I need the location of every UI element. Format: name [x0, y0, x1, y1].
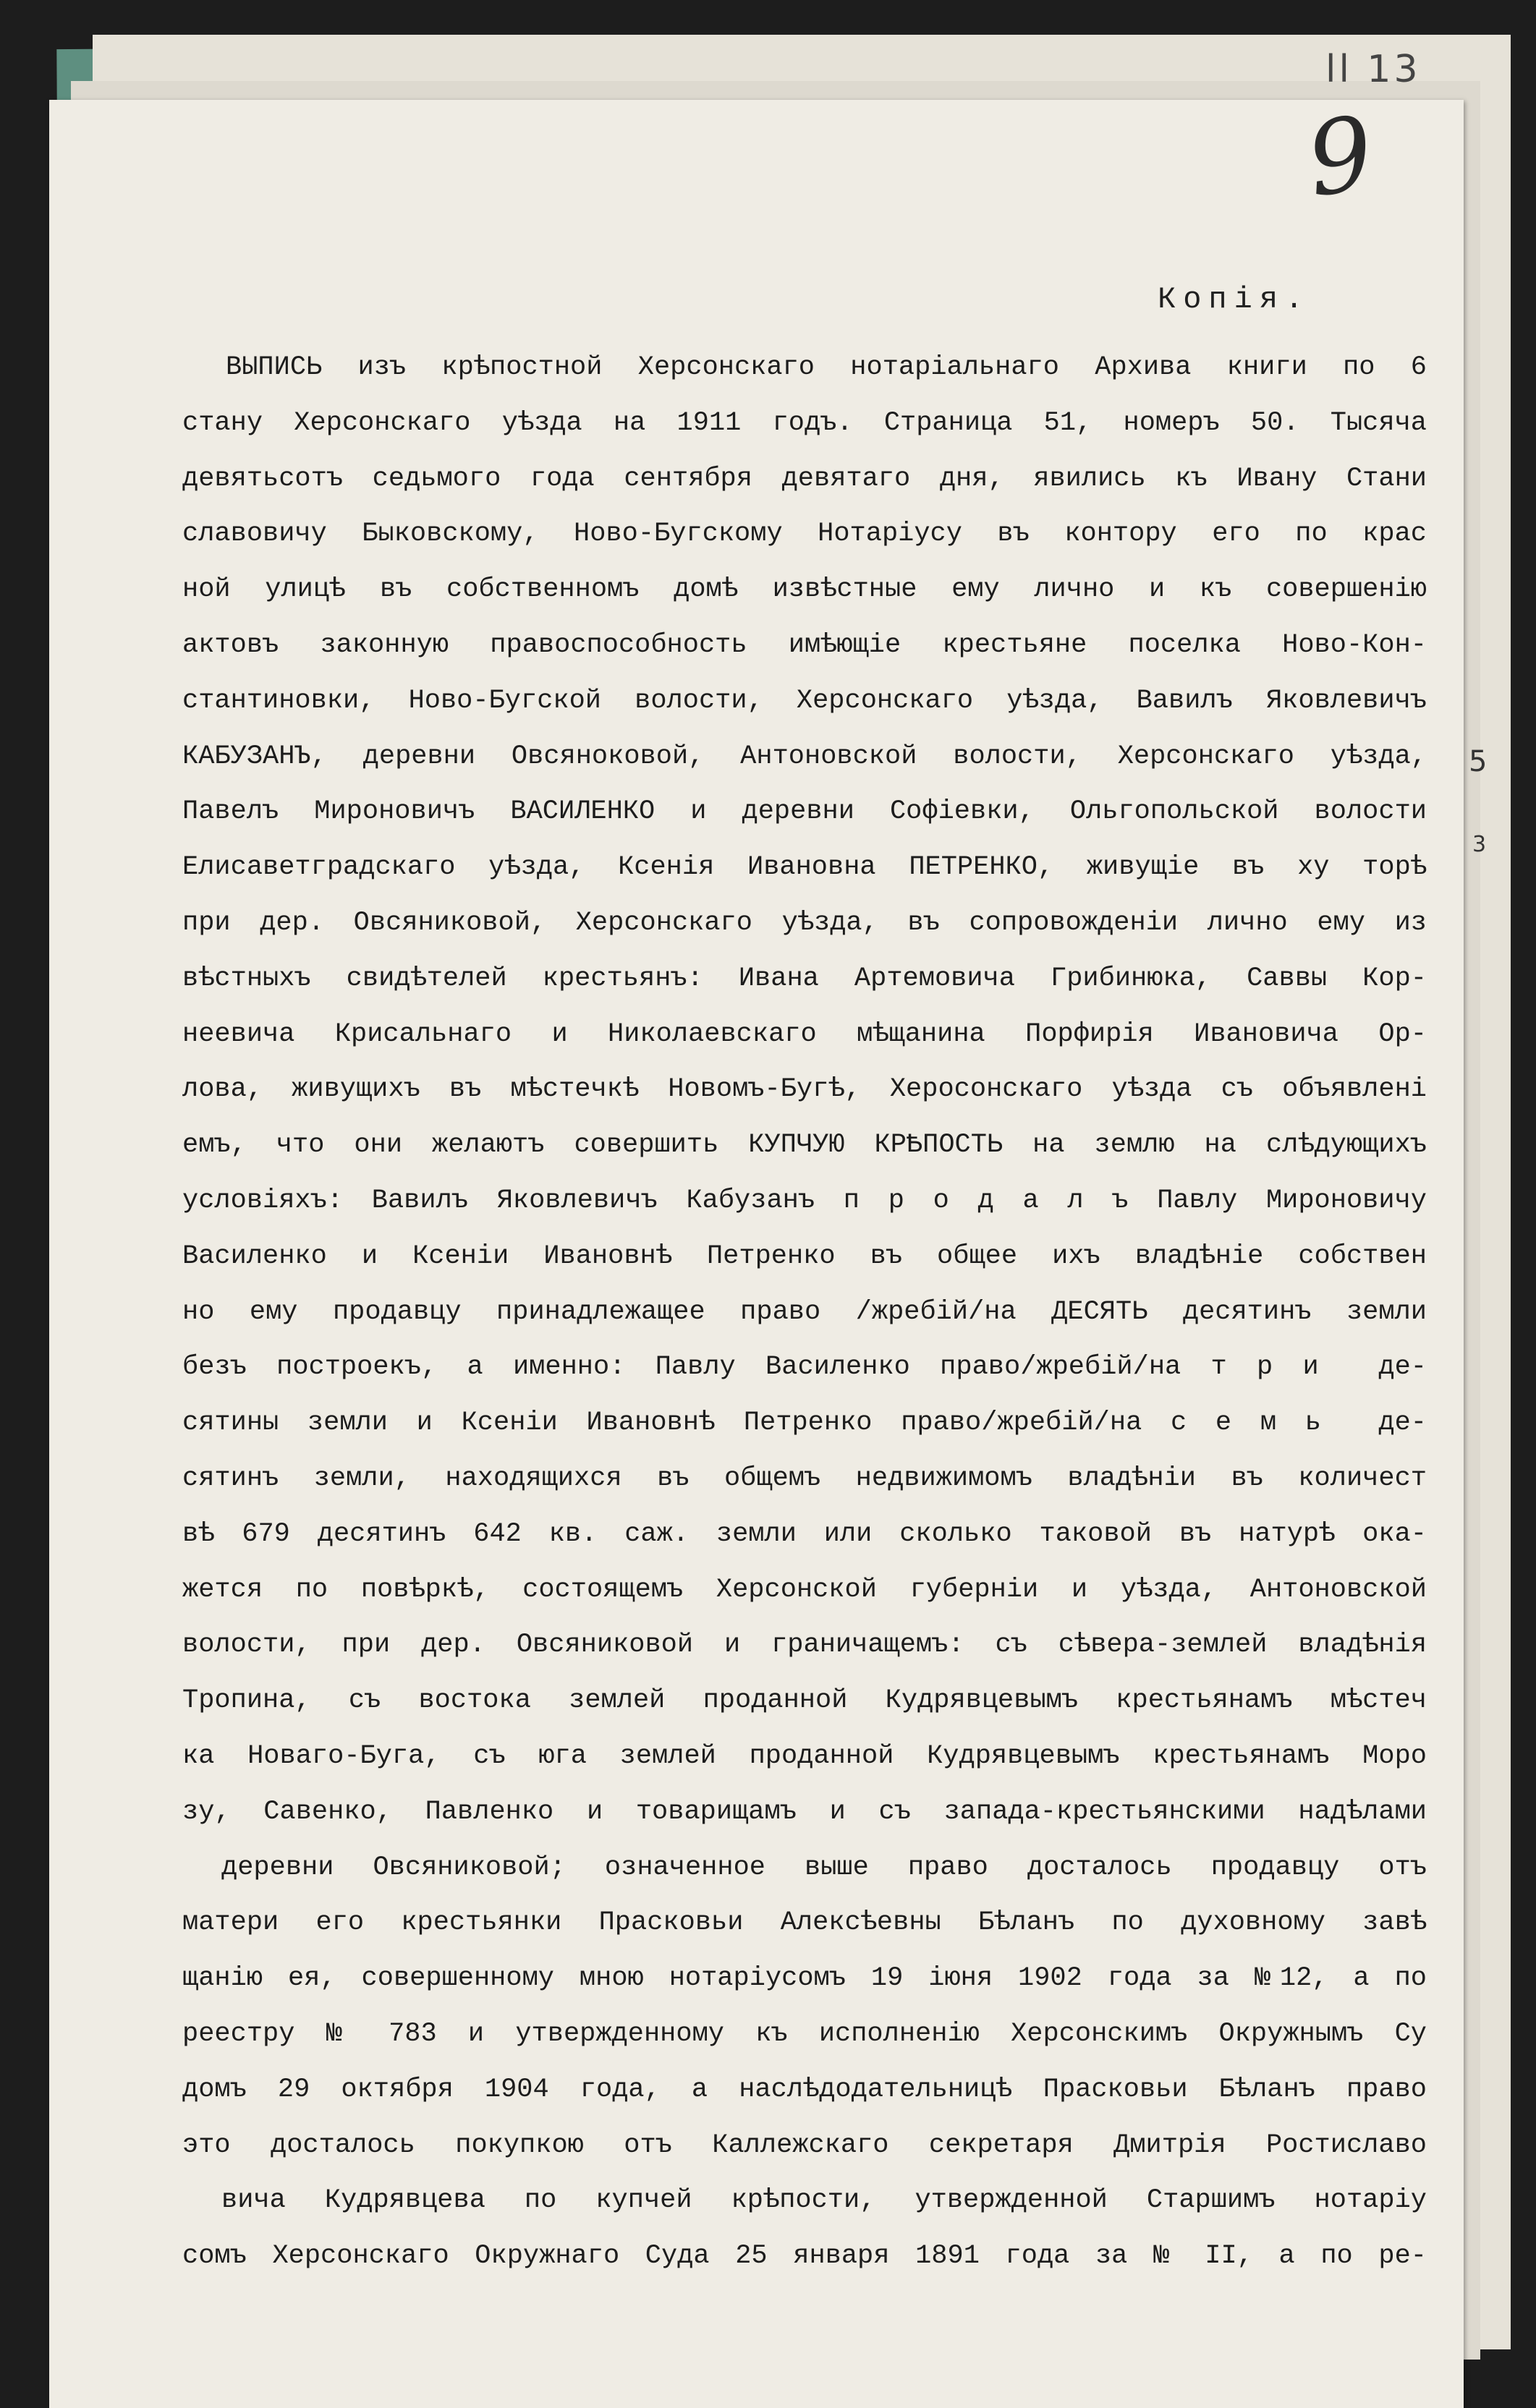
text-line: Василенко и Ксенiи Ивановнѣ Петренко въ общее ихъ владѣнiе собствен: [182, 1241, 1427, 1272]
text-line: зу, Савенко, Павленко и товарищамъ и съ запада-крестьянскими надѣлами: [182, 1796, 1427, 1827]
text-line: емъ, что они желаютъ совершить КУПЧУЮ КРѢПОСТЬ на землю на слѣдующихъ: [182, 1130, 1427, 1161]
text-line: условiяхъ: Вавилъ Яковлевичъ Кабузанъ п р о д а л ъ Павлу Мироновичу: [182, 1185, 1427, 1216]
text-line: деревни Овсяниковой; означенное выше право досталось продавцу отъ: [182, 1852, 1427, 1883]
corner-folio-number: ll 13: [1325, 48, 1421, 91]
margin-mark: 3: [1472, 832, 1487, 857]
text-line: это досталось покупкою отъ Каллежскаго секретаря Дмитрiя Ростиславо: [182, 2130, 1427, 2161]
text-line: вича Кудрявцева по купчей крѣпости, утвержденной Старшимъ нотарiу: [182, 2185, 1427, 2216]
text-line: щанiю ея, совершенному мною нотарiусомъ 19 iюня 1902 года за №12, а по: [182, 1963, 1427, 1994]
text-line: при дер. Овсяниковой, Херсонскаго уѣзда, въ сопровожденiи лично ему из: [182, 907, 1427, 938]
text-line: Павелъ Мироновичъ ВАСИЛЕНКО и деревни Софiевки, Ольгопольской волости: [182, 796, 1427, 828]
text-line: сомъ Херсонскаго Окружнаго Суда 25 января 1891 года за № II, а по ре-: [182, 2241, 1427, 2272]
text-line: домъ 29 октября 1904 года, а наслѣдодательницѣ Прасковьи Бѣланъ право: [182, 2074, 1427, 2105]
text-line: стантиновки, Ново-Бугской волости, Херсонскаго уѣзда, Вавилъ Яковлевичъ: [182, 685, 1427, 716]
text-line: вѣстныхъ свидѣтелей крестьянъ: Ивана Артемовича Грибинюка, Саввы Кор-: [182, 963, 1427, 994]
text-line: актовъ законную правоспособность имѣющiе крестьяне поселка Ново-Кон-: [182, 629, 1427, 660]
text-line: КАБУЗАНЪ, деревни Овсяноковой, Антоновской волости, Херсонскаго уѣзда,: [182, 741, 1427, 772]
margin-mark: 5: [1469, 745, 1488, 778]
text-line: безъ построекъ, а именно: Павлу Василенко право/жребiй/на т р и де-: [182, 1352, 1427, 1383]
text-line: сятины земли и Ксенiи Ивановнѣ Петренко право/жребiй/на с е м ь де-: [182, 1408, 1427, 1439]
handwritten-page-number: 9: [1300, 94, 1380, 221]
text-line: лова, живущихъ въ мѣстечкѣ Новомъ-Бугѣ, Херосонскаго уѣзда съ объявлені: [182, 1074, 1427, 1105]
text-line: Тропина, съ востока землей проданной Кудрявцевымъ крестьянамъ мѣстеч: [182, 1685, 1427, 1716]
document-body: [182, 340, 1427, 2284]
text-line: вѣ 679 десятинъ 642 кв. саж. земли или сколько таковой въ натурѣ ока-: [182, 1518, 1427, 1549]
text-line: стану Херсонскаго уѣзда на 1911 годъ. Страница 51, номеръ 50. Тысяча: [182, 407, 1427, 438]
text-line: жется по повѣркѣ, состоящемъ Херсонской губернiи и уѣзда, Антоновской: [182, 1574, 1427, 1605]
text-line: Елисаветградскаго уѣзда, Ксенiя Ивановна ПЕТРЕНКО, живущiе въ ху торѣ: [182, 852, 1427, 883]
text-line: ной улицѣ въ собственномъ домѣ извѣстные ему лично и къ совершенiю: [182, 574, 1427, 605]
text-line: неевича Крисальнаго и Николаевскаго мѣщанина Порфирiя Ивановича Ор-: [182, 1018, 1427, 1050]
document-title: Копiя.: [1158, 282, 1311, 317]
text-line: но ему продавцу принадлежащее право /жребiй/на ДЕСЯТЬ десятинъ земли: [182, 1296, 1427, 1327]
text-line: ка Новаго-Буга, съ юга землей проданной Кудрявцевымъ крестьянамъ Моро: [182, 1740, 1427, 1771]
text-line: девятьсотъ седьмого года сентября девятаго дня, явились къ Ивану Стани: [182, 463, 1427, 494]
text-line: славовичу Быковскому, Ново-Бугскому Нотарiусу въ контору его по крас: [182, 519, 1427, 550]
text-line: ВЫПИСЬ изъ крѣпостной Херсонскаго нотарiальнаго Архива книги по 6: [226, 352, 1427, 383]
text-line: волости, при дер. Овсяниковой и граничащемъ: съ сѣвера-землей владѣнiя: [182, 1630, 1427, 1661]
text-line: реестру № 783 и утвержденному къ исполненiю Херсонскимъ Окружнымъ Су: [182, 2018, 1427, 2049]
text-line: сятинъ земли, находящихся въ общемъ недвижимомъ владѣнiи въ количест: [182, 1463, 1427, 1494]
text-line: матери его крестьянки Прасковьи Алексѣевны Бѣланъ по духовному завѣ: [182, 1907, 1427, 1939]
